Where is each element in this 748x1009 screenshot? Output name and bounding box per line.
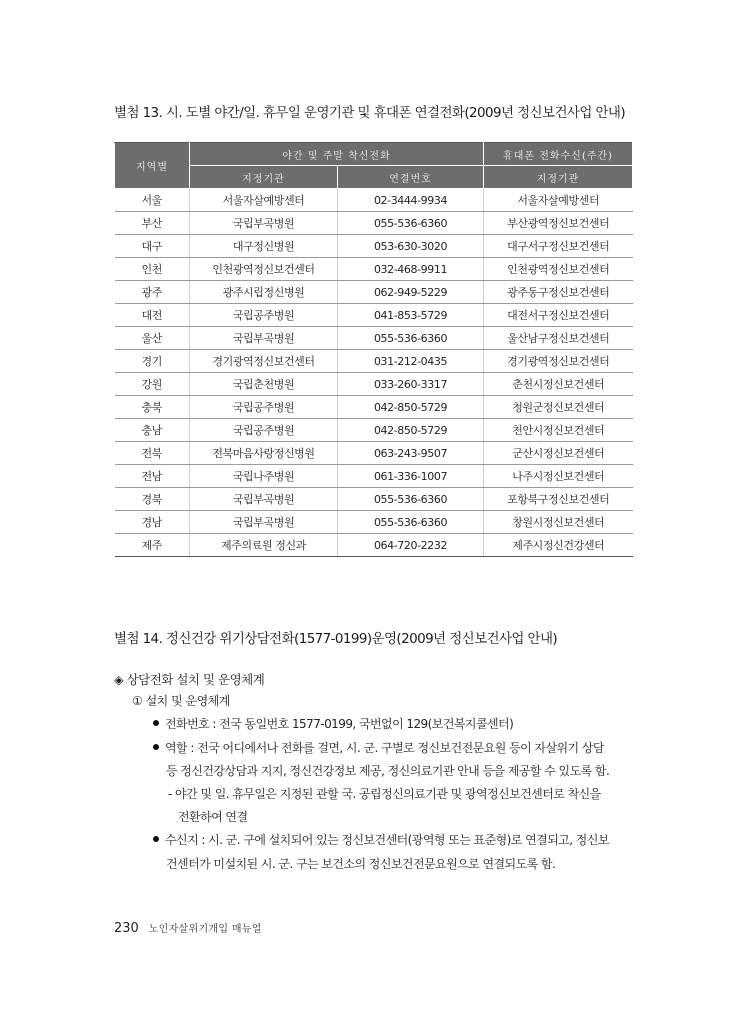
cell-region: 강원 (115, 373, 190, 396)
table-row (115, 534, 633, 557)
night-contact-table (114, 142, 633, 557)
cell-agency: 인천광역정신보건센터 (190, 258, 338, 281)
cell-mobile: 포항북구정신보건센터 (484, 488, 633, 511)
cell-region: 충북 (115, 396, 190, 419)
cell-region: 서울 (115, 189, 190, 212)
table-row (115, 327, 633, 350)
cell-mobile: 군산시정신보건센터 (484, 442, 633, 465)
table-row (115, 258, 633, 281)
cell-agency: 국립공주병원 (190, 396, 338, 419)
cell-agency: 광주시립정신병원 (190, 281, 338, 304)
cell-region: 제주 (115, 534, 190, 557)
table-row (115, 465, 633, 488)
cell-mobile: 청원군정신보건센터 (484, 396, 633, 419)
cell-mobile: 울산남구정신보건센터 (484, 327, 633, 350)
cell-number: 055-536-6360 (338, 212, 484, 235)
subheader-number: 연결번호 (338, 166, 484, 189)
cell-number: 055-536-6360 (338, 511, 484, 534)
bullet-phone-text: 전화번호 : 전국 동일번호 1577-0199, 국번없이 129(보건복지콜센터) (165, 717, 514, 731)
cell-number: 061-336-1007 (338, 465, 484, 488)
bullet-dot-icon (153, 744, 159, 750)
header-mobile: 휴대폰 전화수신(주간) (484, 143, 633, 166)
cell-agency: 국립공주병원 (190, 419, 338, 442)
table-row (115, 235, 633, 258)
cell-region: 충남 (115, 419, 190, 442)
cell-region: 울산 (115, 327, 190, 350)
cell-number: 055-536-6360 (338, 327, 484, 350)
table-row (115, 373, 633, 396)
cell-number: 053-630-3020 (338, 235, 484, 258)
appendix-13-title: 별첨 13. 시. 도별 야간/일. 휴무일 운영기관 및 휴대폰 연결전화(2009년 정신보건사업 안내) (114, 105, 626, 121)
cell-mobile: 춘천시정신보건센터 (484, 373, 633, 396)
table-row (115, 488, 633, 511)
table-row (115, 350, 633, 373)
bullet-recipient-line-2: 건센터가 미설치된 시. 군. 구는 보건소의 정신보건전문요원으로 연결되도록 함. (166, 857, 556, 871)
cell-agency: 대구정신병원 (190, 235, 338, 258)
bullet-role-line-4: 전환하여 연결 (178, 810, 248, 824)
cell-region: 경기 (115, 350, 190, 373)
cell-mobile: 대전서구정신보건센터 (484, 304, 633, 327)
cell-region: 대구 (115, 235, 190, 258)
page-number: 230 (114, 921, 139, 936)
cell-number: 063-243-9507 (338, 442, 484, 465)
section-heading: ◈ 상담전화 설치 및 운영체계 (114, 672, 265, 687)
table-row (115, 442, 633, 465)
cell-region: 광주 (115, 281, 190, 304)
cell-mobile: 경기광역정신보건센터 (484, 350, 633, 373)
cell-mobile: 서울자살예방센터 (484, 189, 633, 212)
table-row (115, 304, 633, 327)
cell-mobile: 대구서구정신보건센터 (484, 235, 633, 258)
cell-region: 경남 (115, 511, 190, 534)
table-row (115, 396, 633, 419)
cell-agency: 국립공주병원 (190, 304, 338, 327)
table-row (115, 419, 633, 442)
bullet-dot-icon (153, 836, 159, 842)
cell-agency: 제주의료원 정신과 (190, 534, 338, 557)
bullet-role-line-2: 등 정신건강상담과 지지, 정신건강정보 제공, 정신의료기관 안내 등을 제공할 수 있도록 함. (166, 764, 610, 778)
subsection-heading: ① 설치 및 운영체계 (132, 694, 230, 708)
cell-region: 전남 (115, 465, 190, 488)
cell-region: 부산 (115, 212, 190, 235)
bullet-dot-icon (153, 720, 159, 726)
cell-agency: 경기광역정신보건센터 (190, 350, 338, 373)
cell-mobile: 천안시정신보건센터 (484, 419, 633, 442)
table-row (115, 212, 633, 235)
table-row (115, 511, 633, 534)
cell-mobile: 부산광역정신보건센터 (484, 212, 633, 235)
cell-agency: 국립부곡병원 (190, 488, 338, 511)
bullet-phone (153, 715, 513, 732)
cell-agency: 국립부곡병원 (190, 327, 338, 350)
bullet-role (153, 739, 604, 756)
cell-agency: 전북마음사랑정신병원 (190, 442, 338, 465)
appendix-14-title: 별첨 14. 정신건강 위기상담전화(1577-0199)운영(2009년 정신보건사업 안내) (114, 631, 558, 647)
table-row (115, 189, 633, 212)
header-region: 지역별 (115, 143, 190, 189)
bullet-role-text-1: 역할 : 전국 어디에서나 전화를 걸면, 시. 군. 구별로 정신보건전문요원 등이 자살위기 상담 (165, 741, 604, 755)
cell-agency: 국립부곡병원 (190, 511, 338, 534)
table-body (115, 189, 633, 557)
cell-mobile: 창원시정신보건센터 (484, 511, 633, 534)
cell-number: 042-850-5729 (338, 396, 484, 419)
cell-mobile: 인천광역정신보건센터 (484, 258, 633, 281)
subheader-agency: 지정기관 (190, 166, 338, 189)
cell-region: 대전 (115, 304, 190, 327)
header-night-weekend: 야간 및 주말 착신전화 (190, 143, 484, 166)
cell-mobile: 광주동구정신보건센터 (484, 281, 633, 304)
cell-number: 042-850-5729 (338, 419, 484, 442)
cell-number: 062-949-5229 (338, 281, 484, 304)
cell-agency: 국립부곡병원 (190, 212, 338, 235)
cell-mobile: 나주시정신보건센터 (484, 465, 633, 488)
page-footer (114, 920, 262, 936)
cell-mobile: 제주시정신건강센터 (484, 534, 633, 557)
cell-number: 031-212-0435 (338, 350, 484, 373)
cell-region: 인천 (115, 258, 190, 281)
cell-agency: 서울자살예방센터 (190, 189, 338, 212)
cell-region: 전북 (115, 442, 190, 465)
cell-number: 064-720-2232 (338, 534, 484, 557)
document-title: 노인자살위기개입 매뉴얼 (148, 924, 262, 935)
cell-agency: 국립춘천병원 (190, 373, 338, 396)
cell-number: 033-260-3317 (338, 373, 484, 396)
subheader-agency-mobile: 지정기관 (484, 166, 633, 189)
table-row (115, 281, 633, 304)
cell-number: 055-536-6360 (338, 488, 484, 511)
cell-region: 경북 (115, 488, 190, 511)
bullet-recipient-text-1: 수신지 : 시. 군. 구에 설치되어 있는 정신보건센터(광역형 또는 표준형)로 연결되고, 정신보 (165, 833, 609, 847)
cell-number: 02-3444-9934 (338, 189, 484, 212)
bullet-role-line-3: - 야간 및 일. 휴무일은 지정된 관할 국. 공립정신의료기관 및 광역정신보건센터로 착신을 (168, 787, 601, 801)
cell-number: 032-468-9911 (338, 258, 484, 281)
cell-agency: 국립나주병원 (190, 465, 338, 488)
cell-number: 041-853-5729 (338, 304, 484, 327)
bullet-recipient (153, 831, 609, 848)
